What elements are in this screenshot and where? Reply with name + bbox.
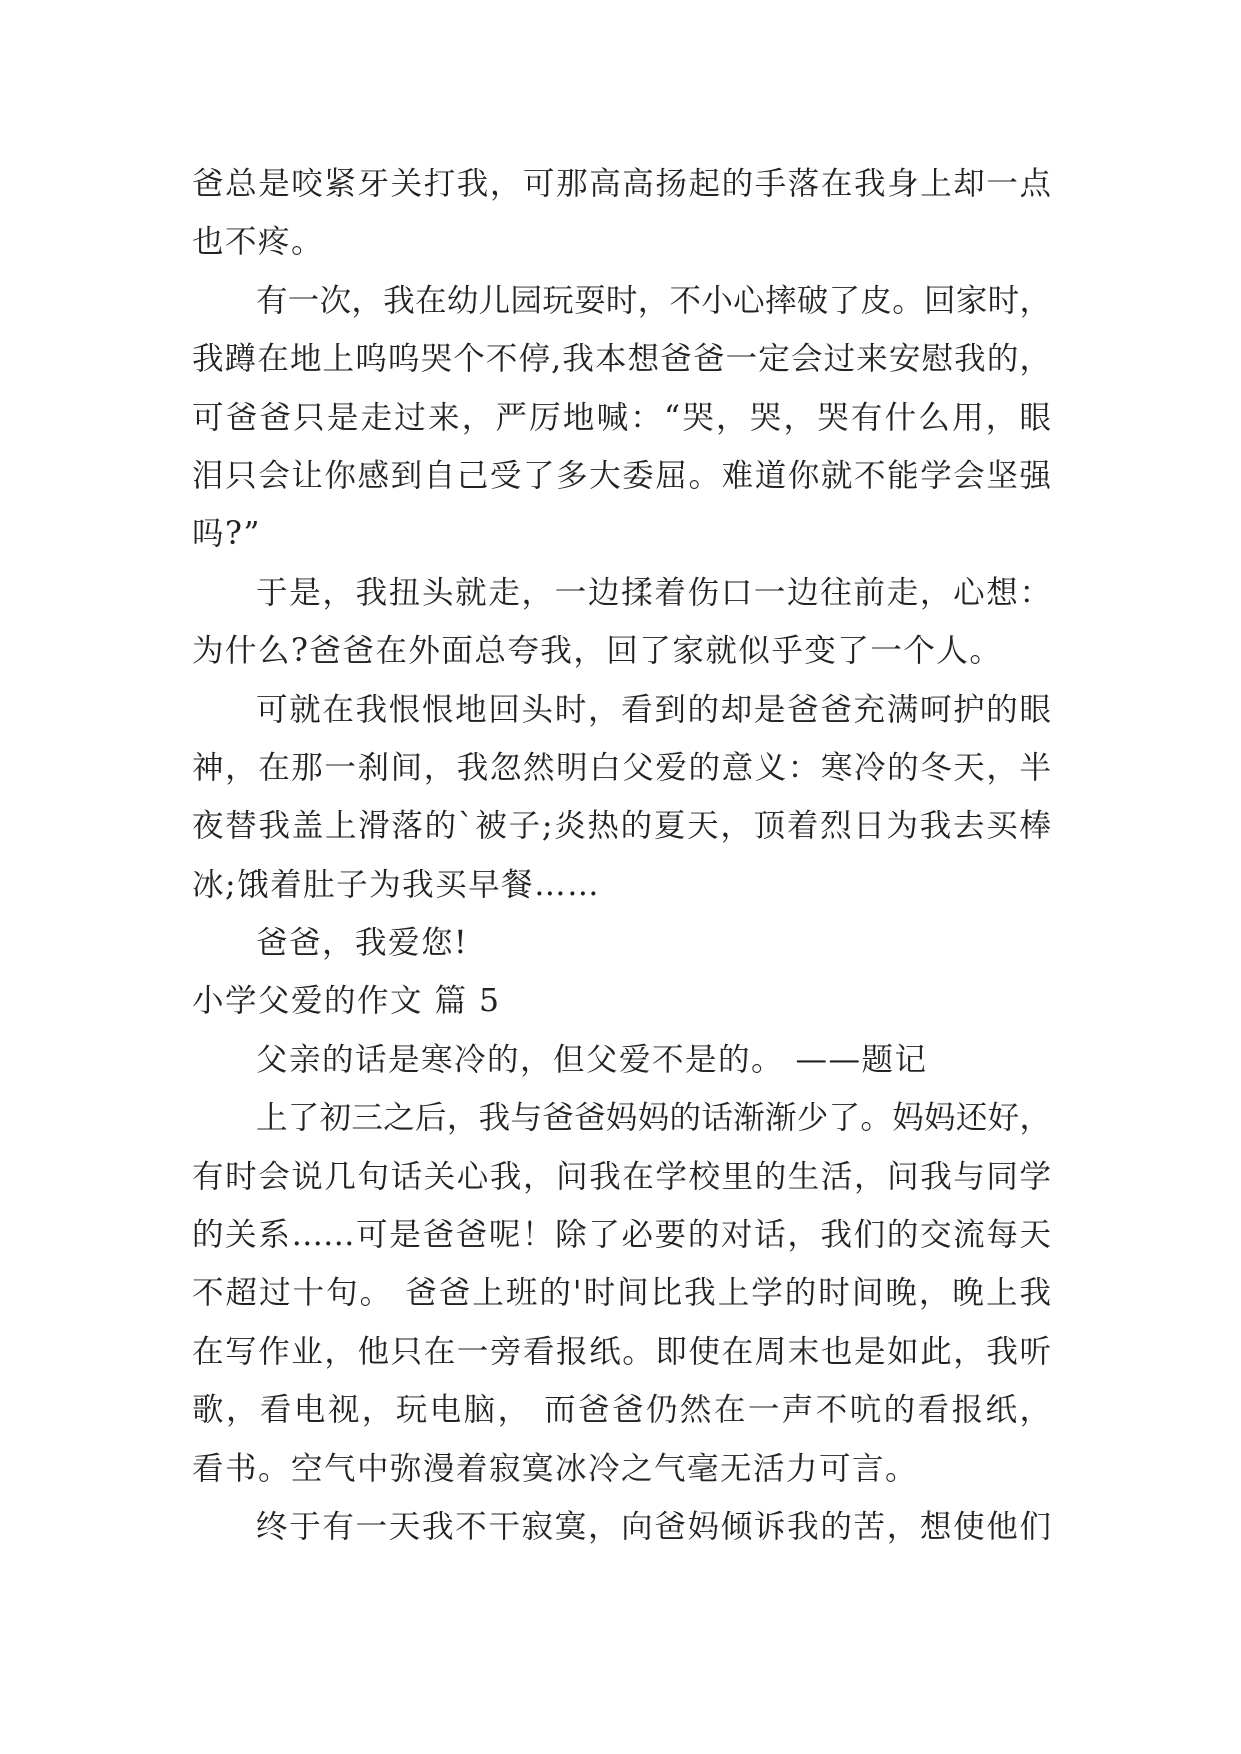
essay-line: 神，在那一刹间，我忽然明白父爱的意义：寒冷的冬天，半 [192, 749, 1051, 786]
epigraph-line: 父亲的话是寒冷的，但父爱不是的。 ——题记 [256, 1041, 928, 1078]
essay-line: 冰;饿着肚子为我买早餐…… [192, 866, 601, 903]
essay-line: 也不疼。 [192, 224, 325, 261]
essay-line: 吗?” [192, 516, 261, 553]
essay-line: 的关系……可是爸爸呢！除了必要的对话，我们的交流每天 [192, 1217, 1051, 1254]
essay-line: 有一次，我在幼儿园玩耍时，不小心摔破了皮。回家时， [256, 282, 1051, 319]
essay-line: 于是，我扭头就走，一边揉着伤口一边往前走，心想： [256, 574, 1051, 611]
essay-body [192, 155, 1051, 1556]
essay-line: 上了初三之后，我与爸爸妈妈的话渐渐少了。妈妈还好， [256, 1100, 1051, 1137]
essay-line: 可爸爸只是走过来，严厉地喊：“哭，哭，哭有什么用，眼 [192, 399, 1051, 436]
essay-line: 有时会说几句话关心我，问我在学校里的生活，问我与同学 [192, 1158, 1051, 1195]
essay-line: 为什么?爸爸在外面总夸我，回了家就似乎变了一个人。 [192, 633, 1003, 670]
essay-line: 爸爸，我爱您! [256, 925, 469, 962]
essay-line: 歌，看电视，玩电脑， 而爸爸仍然在一声不吭的看报纸， [192, 1392, 1051, 1429]
essay-line: 看书。空气中弥漫着寂寞冰冷之气毫无活力可言。 [192, 1450, 919, 1487]
essay-line: 夜替我盖上滑落的`被子;炎热的夏天，顶着烈日为我去买棒 [192, 808, 1051, 845]
essay-line: 我蹲在地上呜呜哭个不停,我本想爸爸一定会过来安慰我的， [192, 341, 1051, 378]
essay-section-title: 小学父爱的作文 篇 5 [192, 983, 501, 1020]
essay-line: 泪只会让你感到自己受了多大委屈。难道你就不能学会坚强 [192, 457, 1051, 494]
essay-line: 爸总是咬紧牙关打我，可那高高扬起的手落在我身上却一点 [192, 166, 1051, 202]
essay-line: 终于有一天我不干寂寞，向爸妈倾诉我的苦，想使他们 [256, 1508, 1051, 1545]
essay-line: 可就在我恨恨地回头时，看到的却是爸爸充满呵护的眼 [256, 691, 1051, 728]
essay-line: 在写作业，他只在一旁看报纸。即使在周末也是如此，我听 [192, 1333, 1051, 1370]
essay-line: 不超过十句。 爸爸上班的'时间比我上学的时间晚，晚上我 [192, 1275, 1051, 1312]
